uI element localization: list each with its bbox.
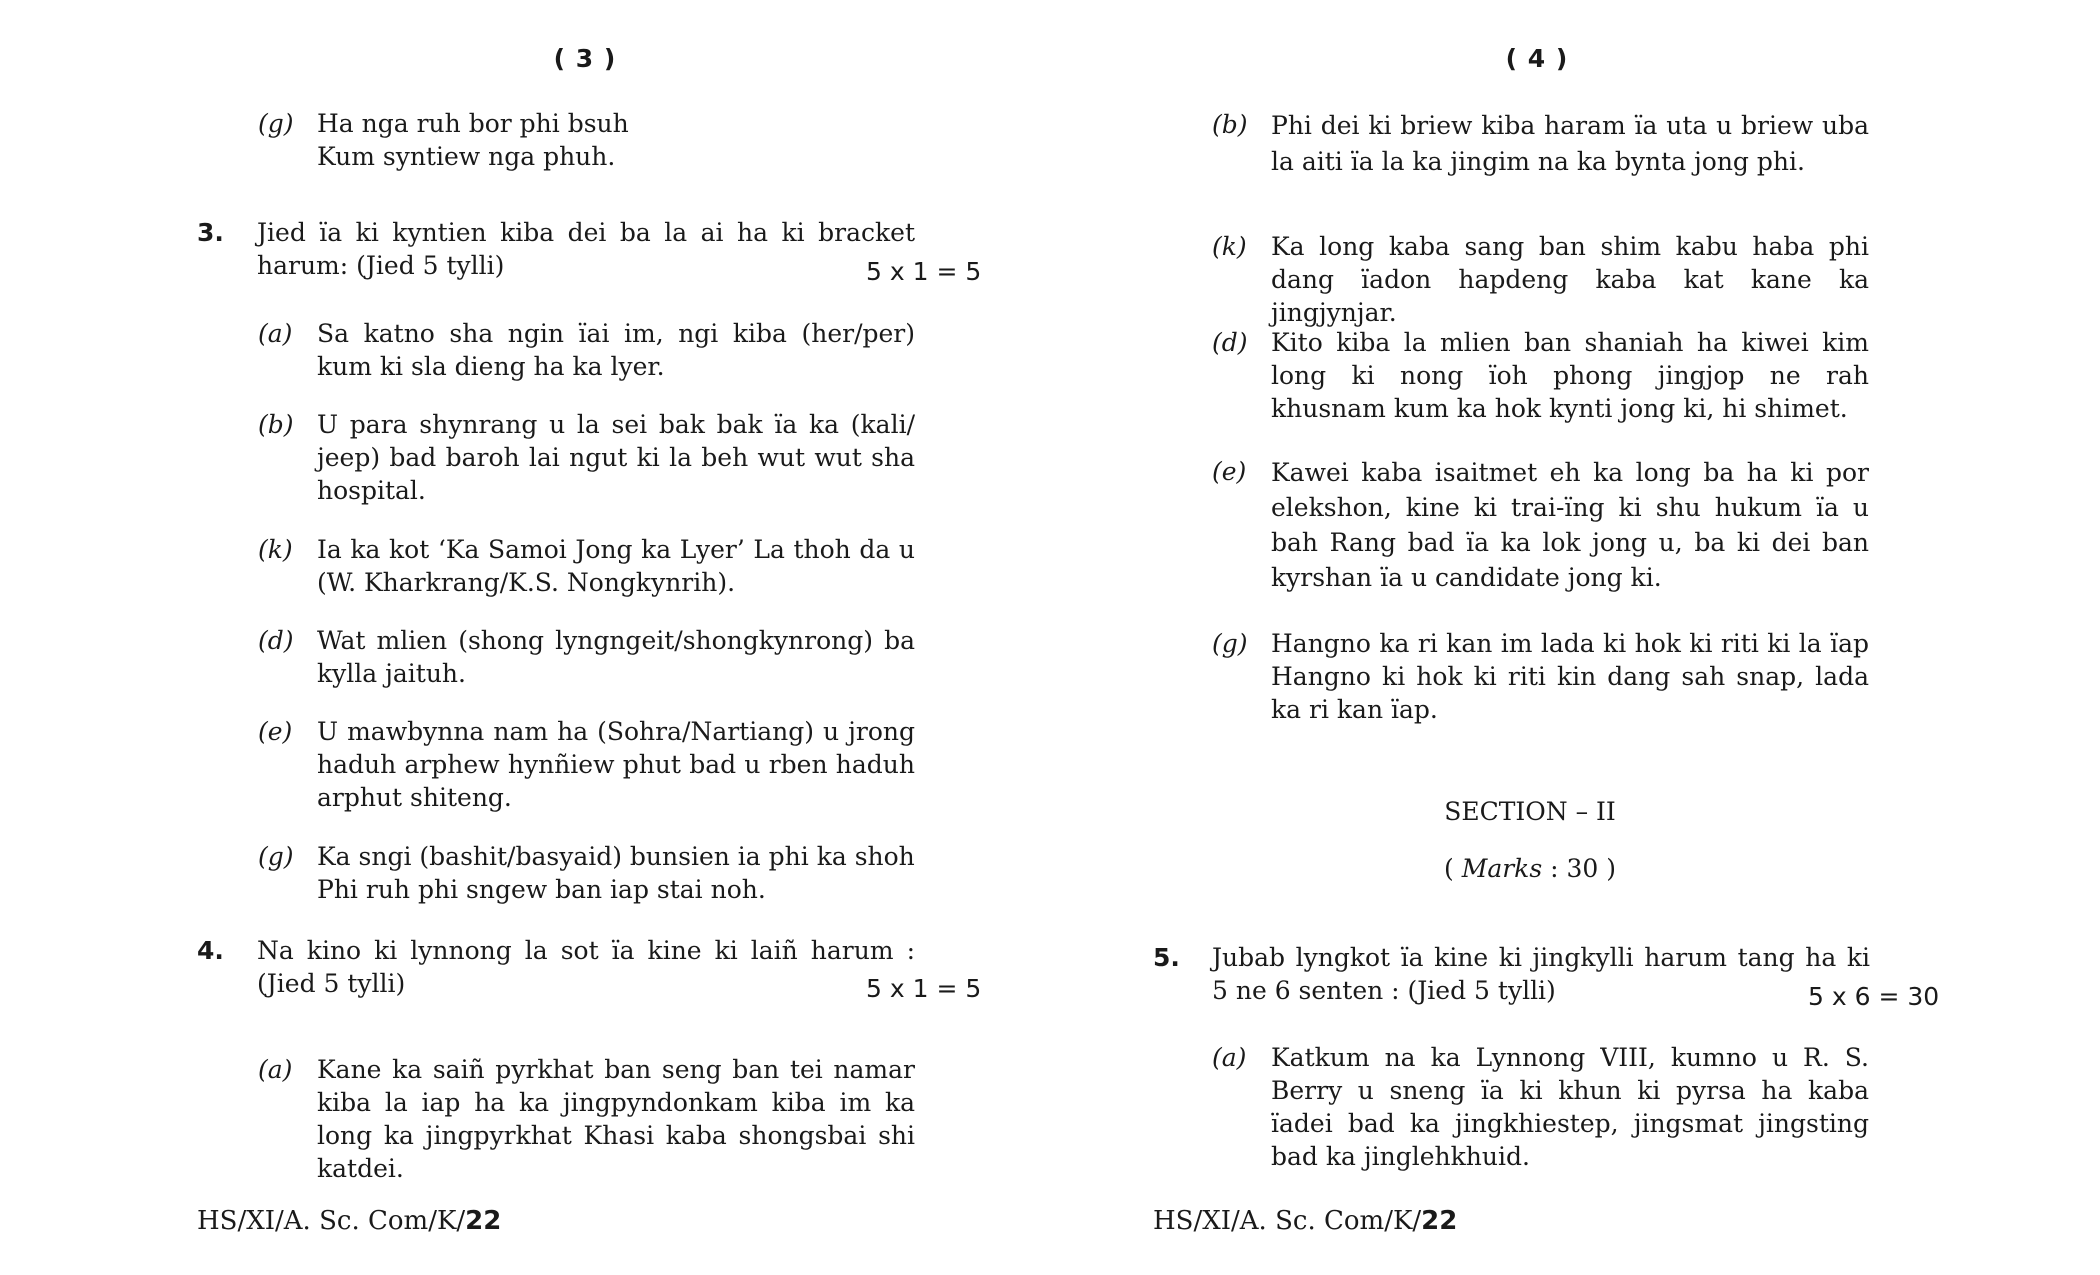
item-text: U mawbynna nam ha (Sohra/Nartiang) u jrong haduh arphew hynñiew phut bad u rben haduh arphut shiteng. <box>317 717 915 812</box>
item-label: (a) <box>258 1055 293 1084</box>
footer-number: 22 <box>1421 1206 1458 1236</box>
item-label: (a) <box>258 319 293 348</box>
footer-code: HS/XI/A. Sc. Com/K/ <box>1153 1206 1422 1236</box>
poem-line: Ha nga ruh bor phi bsuh <box>317 109 629 138</box>
footer-left <box>197 1205 501 1238</box>
item-label: (g) <box>1212 629 1248 658</box>
item-label: (b) <box>258 410 294 439</box>
item-text: Kito kiba la mlien ban shaniah ha kiwei kim long ki nong ïoh phong jingjop ne rah khusnam kum ka hok kynti jong ki, hi shimet. <box>1271 328 1869 423</box>
item-label: (b) <box>1212 110 1248 139</box>
item-label: (k) <box>1212 232 1247 261</box>
item-text: Wat mlien (shong lyngngeit/shongkynrong) ba kylla jaituh. <box>317 626 915 688</box>
question-text: Jubab lyngkot ïa kine ki jingkylli harum tang ha ki 5 ne 6 senten : (Jied 5 tylli) <box>1212 943 1870 1005</box>
section-marks-open: ( <box>1444 854 1462 883</box>
item-text: Kawei kaba isaitmet eh ka long ba ha ki por elekshon, kine ki trai-ïng ki shu hukum ïa u bah Rang bad ïa ka lok jong u, ba ki dei ban kyrshan ïa u candidate jong ki. <box>1271 458 1869 592</box>
item-text: Phi dei ki briew kiba haram ïa uta u briew uba la aiti ïa la ka jingim na ka bynta jong phi. <box>1271 111 1869 176</box>
page-number-left: ( 3 ) <box>553 44 617 73</box>
poem-lines <box>317 107 917 173</box>
page-number-right: ( 4 ) <box>1505 44 1569 73</box>
item-text: Katkum na ka Lynnong VIII, kumno u R. S. Berry u sneng ïa ki khun ki pyrsa ha kaba ïadei bad ka jingkhiestep, jingsmat jingsting bad ka jinglehkhuid. <box>1271 1043 1869 1171</box>
question-marks: 5 x 1 = 5 <box>866 974 982 1003</box>
footer-number: 22 <box>465 1206 502 1236</box>
question-number: 5. <box>1153 943 1180 972</box>
item-label: (d) <box>1212 328 1248 357</box>
question-number: 4. <box>197 936 224 965</box>
question-marks: 5 x 6 = 30 <box>1808 982 1940 1011</box>
item-text: Ka long kaba sang ban shim kabu haba phi dang ïadon hapdeng kaba kat kane ka jingjynjar. <box>1271 232 1869 327</box>
question-text: Jied ïa ki kyntien kiba dei ba la ai ha ki bracket harum: (Jied 5 tylli) <box>257 218 915 280</box>
item-text: Ia ka kot ‘Ka Samoi Jong ka Lyer’ La thoh da u (W. Kharkrang/K.S. Nongkynrih). <box>317 535 915 597</box>
footer-code: HS/XI/A. Sc. Com/K/ <box>197 1206 466 1236</box>
item-label: (k) <box>258 535 293 564</box>
section-marks-word: Marks <box>1461 854 1543 883</box>
question-marks: 5 x 1 = 5 <box>866 257 982 286</box>
item-text: Ka sngi (bashit/basyaid) bunsien ia phi ka shoh Phi ruh phi sngew ban iap stai noh. <box>317 842 915 904</box>
item-text: Sa katno sha ngin ïai im, ngi kiba (her/per) kum ki sla dieng ha ka lyer. <box>317 319 915 381</box>
item-label: (d) <box>258 626 294 655</box>
question-number: 3. <box>197 218 224 247</box>
item-label: (g) <box>258 109 294 138</box>
item-label: (e) <box>1212 457 1247 486</box>
item-text: Kane ka saiñ pyrkhat ban seng ban tei namar kiba la iap ha ka jingpyndonkam kiba im ka long ka jingpyrkhat Khasi kaba shongsbai shi katdei. <box>317 1055 915 1183</box>
question-text: Na kino ki lynnong la sot ïa kine ki laiñ harum : (Jied 5 tylli) <box>257 936 915 998</box>
item-text: Hangno ka ri kan im lada ki hok ki riti ki la ïap Hangno ki hok ki riti kin dang sah snap, lada ka ri kan ïap. <box>1271 629 1869 724</box>
section-marks <box>1380 852 1680 885</box>
item-label: (e) <box>258 717 293 746</box>
section-title: SECTION – II <box>1444 797 1616 826</box>
item-text: U para shynrang u la sei bak bak ïa ka (kali/ jeep) bad baroh lai ngut ki la beh wut wut sha hospital. <box>317 410 915 505</box>
poem-line: Kum syntiew nga phuh. <box>317 142 616 171</box>
item-label: (a) <box>1212 1043 1247 1072</box>
footer-right <box>1153 1205 1457 1238</box>
item-label: (g) <box>258 842 294 871</box>
section-marks-value: : 30 ) <box>1542 854 1616 883</box>
